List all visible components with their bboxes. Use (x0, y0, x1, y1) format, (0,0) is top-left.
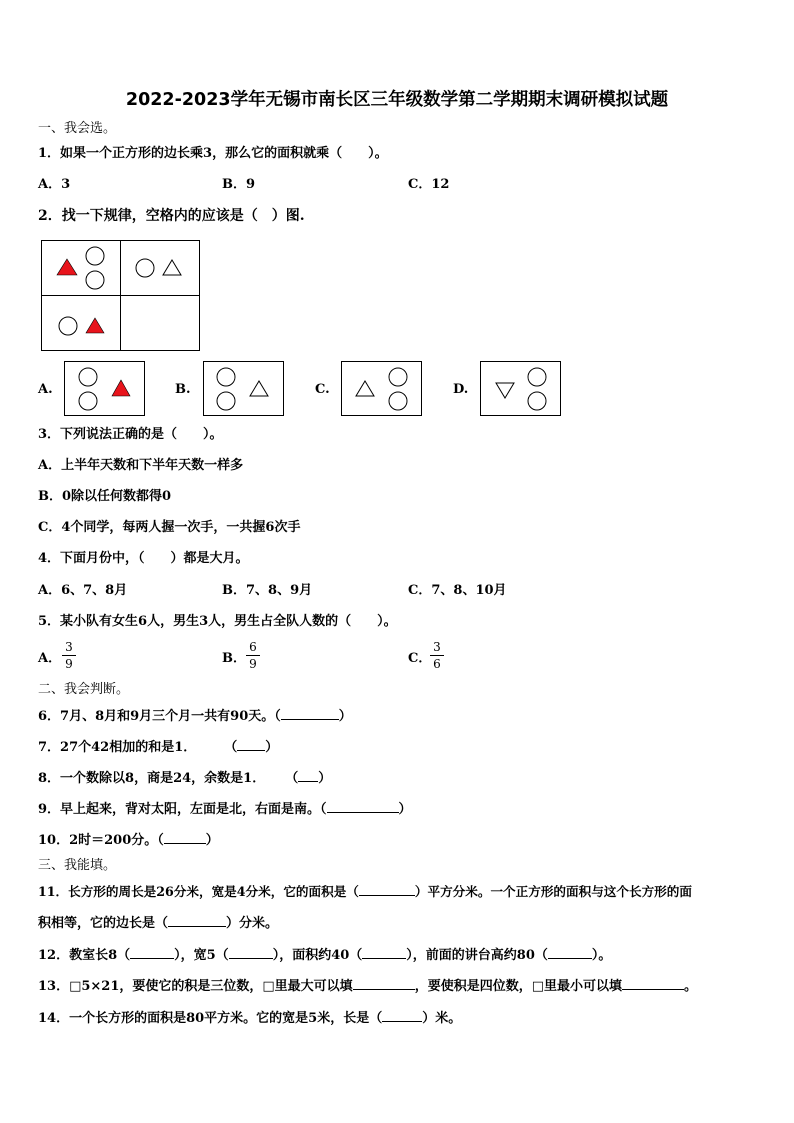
q8-close: ） (318, 771, 332, 786)
question-11-line-2 (38, 914, 278, 933)
q11-side-blank[interactable] (168, 914, 226, 927)
q12-p5: ）。 (591, 948, 612, 963)
question-2: 2．找一下规律，空格内的应该是（ ）图. (38, 208, 305, 224)
q3-option-a: A．上半年天数和下半年天数一样多 (38, 458, 244, 473)
circle-shape (389, 368, 407, 386)
question-10 (38, 831, 219, 850)
fraction-numerator: 3 (65, 640, 73, 654)
q4-option-c: C．7、8、10月 (408, 583, 507, 598)
fraction-denominator: 6 (433, 657, 441, 671)
circle-shape (86, 247, 104, 265)
q12-p4: ），前面的讲台高约80（ (406, 948, 548, 963)
q5-option-b-fraction (246, 640, 260, 671)
q7-close: ） (265, 740, 279, 755)
q6-answer-blank[interactable] (281, 707, 339, 720)
circle-shape (79, 368, 97, 386)
q11-area-blank[interactable] (359, 883, 415, 896)
q2-option-d-label: D. (453, 382, 469, 397)
q4-option-b: B．7、8、9月 (222, 583, 313, 598)
q13-p1: 13．□5×21，要使它的积是三位数，□里最大可以填 (38, 979, 353, 994)
question-7 (38, 738, 278, 757)
q8-open: （ (285, 771, 299, 786)
section-heading-1: 一、我会选。 (38, 121, 117, 136)
q3-option-c: C．4个同学，每两人握一次手，一共握6次手 (38, 520, 301, 535)
q2-option-b-figure (203, 361, 285, 417)
q2-option-d-figure (480, 361, 562, 417)
q9-close: ） (398, 802, 412, 817)
triangle-shape (356, 381, 374, 396)
circle-shape (59, 317, 77, 335)
q8-answer-blank[interactable] (298, 769, 318, 782)
question-6 (38, 707, 352, 726)
q14-length-blank[interactable] (382, 1009, 422, 1022)
fraction-bar (62, 655, 76, 656)
question-4: 4．下面月份中，（ ）都是大月。 (38, 551, 249, 566)
pattern-grid (41, 240, 201, 352)
circle-shape (528, 392, 546, 410)
q12-p1: 12．教室长8（ (38, 948, 131, 963)
question-14 (38, 1009, 461, 1028)
triangle-shape (250, 381, 268, 396)
question-13 (38, 977, 697, 996)
q5-option-c-label: C． (408, 651, 432, 666)
q12-height-unit-blank[interactable] (548, 946, 592, 959)
triangle-shape (163, 260, 181, 275)
q1-option-a: A．3 (38, 177, 71, 192)
circle-shape (136, 259, 154, 277)
q2-option-a-label: A. (38, 382, 53, 397)
q10-text: 10．2时＝200分。（ (38, 833, 164, 848)
circle-shape (86, 271, 104, 289)
section-heading-2: 二、我会判断。 (38, 682, 130, 697)
q7-answer-blank[interactable] (237, 738, 265, 751)
inverted-triangle-shape (496, 383, 514, 398)
fraction-bar (246, 655, 260, 656)
section-heading-3: 三、我能填。 (38, 858, 117, 873)
q9-answer-blank[interactable] (327, 800, 399, 813)
q7-open: （ (224, 740, 238, 755)
q1-option-b: B．9 (222, 177, 256, 192)
q11-part2: ）平方分米。一个正方形的面积与这个长方形的面 (414, 884, 692, 899)
question-8 (38, 769, 331, 788)
circle-shape (217, 368, 235, 386)
fraction-numerator: 6 (249, 640, 257, 654)
q5-option-b-label: B． (222, 651, 246, 666)
q10-answer-blank[interactable] (164, 831, 206, 844)
q10-close: ） (205, 833, 219, 848)
q5-option-a-label: A． (38, 651, 62, 666)
circle-shape (217, 392, 235, 410)
q6-text: 6．7月、8月和9月三个月一共有90天。（ (38, 709, 281, 724)
q14-p1: 14．一个长方形的面积是80平方米。它的宽是5米，长是（ (38, 1011, 383, 1026)
q4-option-a: A．6、7、8月 (38, 583, 128, 598)
q2-option-c-figure (341, 361, 423, 417)
question-9 (38, 800, 412, 819)
q3-option-b: B．0除以任何数都得0 (38, 489, 172, 504)
fraction-denominator: 9 (249, 657, 257, 671)
q2-option-a-figure (64, 361, 146, 417)
q13-min-blank[interactable] (622, 977, 684, 990)
q12-p3: ），面积约40（ (272, 948, 363, 963)
q2-option-b-label: B. (175, 382, 191, 397)
question-12 (38, 946, 611, 965)
red-triangle-shape (112, 380, 130, 396)
q14-p2: ）米。 (422, 1011, 462, 1026)
q11-part3: 积相等，它的边长是（ (38, 916, 169, 931)
question-1: 1．如果一个正方形的边长乘3，那么它的面积就乘（ ）。 (38, 146, 388, 161)
fraction-denominator: 9 (65, 657, 73, 671)
q6-close: ） (338, 709, 352, 724)
red-triangle-shape (57, 259, 77, 275)
q8-text: 8．一个数除以8，商是24，余数是1． (38, 771, 266, 786)
page-title: 2022-2023学年无锡市南长区三年级数学第二学期期末调研模拟试题 (125, 90, 669, 110)
q11-part4: ）分米。 (226, 916, 279, 931)
circle-shape (528, 368, 546, 386)
q13-p3: 。 (683, 979, 697, 994)
q12-width-unit-blank[interactable] (229, 946, 273, 959)
q11-part1: 11．长方形的周长是26分米，宽是4分米，它的面积是（ (38, 884, 359, 899)
q13-p2: ，要使积是四位数，□里最小可以填 (414, 979, 622, 994)
q1-option-c: C．12 (408, 177, 450, 192)
q13-max-blank[interactable] (353, 977, 415, 990)
fraction-numerator: 3 (433, 640, 441, 654)
q5-option-a-fraction (62, 640, 76, 671)
circle-shape (79, 392, 97, 410)
question-3: 3．下列说法正确的是（ ）。 (38, 427, 223, 442)
q12-area-unit-blank[interactable] (362, 946, 406, 959)
q12-p2: ），宽5（ (174, 948, 229, 963)
red-triangle-shape (86, 318, 104, 333)
q9-text: 9．早上起来，背对太阳，左面是北，右面是南。（ (38, 802, 327, 817)
circle-shape (389, 392, 407, 410)
fraction-bar (430, 655, 444, 656)
q12-length-unit-blank[interactable] (130, 946, 174, 959)
q2-option-c-label: C. (315, 382, 330, 397)
question-5: 5．某小队有女生6人，男生3人，男生占全队人数的（ ）。 (38, 614, 397, 629)
q5-option-c-fraction (430, 640, 444, 671)
question-11-line-1 (38, 883, 692, 901)
q7-text: 7．27个42相加的和是1． (38, 740, 197, 755)
